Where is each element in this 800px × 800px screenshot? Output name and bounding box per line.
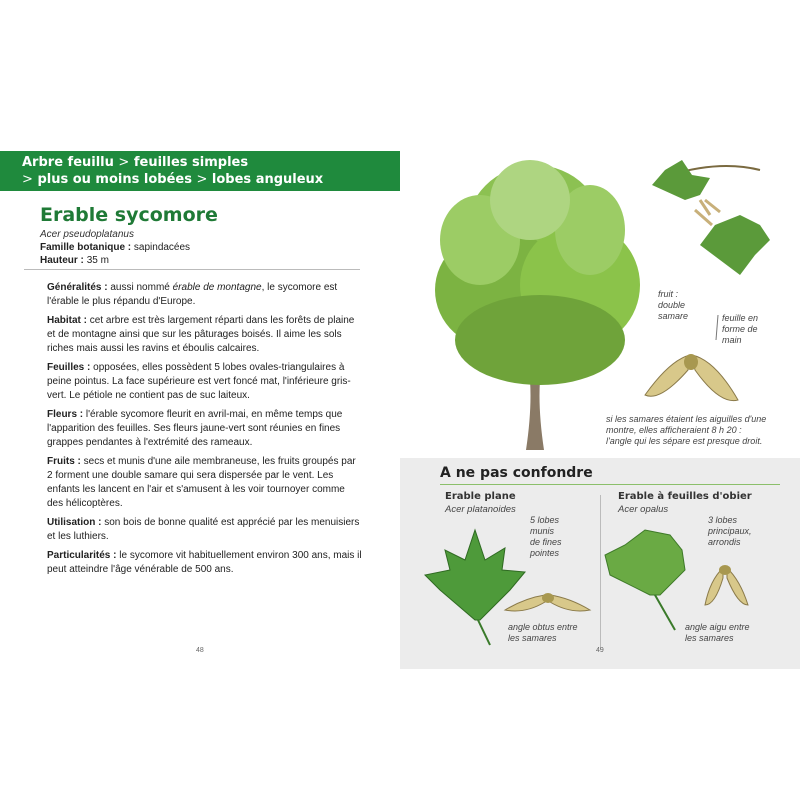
section-label: Particularités : [47,550,117,561]
note-line: les samares [508,633,557,643]
confusion-title: A ne pas confondre [440,465,593,481]
plane-samara [505,593,590,611]
note-line: arrondis [708,537,741,547]
section-label: Fruits : [47,456,81,467]
pointer-line [716,315,718,340]
crumb-separator: > [22,172,33,187]
height-line [40,255,109,266]
note-line: angle aigu entre [685,622,750,632]
comparison-illustrations [420,520,790,650]
crumb-separator: > [118,155,130,170]
tree-trunk [526,380,544,450]
height-value: 35 m [86,255,109,266]
crumb-feuilles-simples: feuilles simples [133,155,249,170]
section-fruits [47,455,362,511]
note-line: principaux, [708,526,752,536]
section-utilisation [47,516,362,544]
species1-latin: Acer platanoides [445,504,516,515]
crumb-arbre-feuillu: Arbre feuillu [22,155,114,170]
section-text: cet arbre est très largement réparti dans les forêts de plaine et de montagne ainsi que sur les pâturages boisés. Il aime les sols riches mais aussi les ravins et éboulis calcaires. [47,315,355,354]
breadcrumb-band [0,151,400,191]
crumb-separator: > [196,172,208,187]
obier-leaf [605,530,685,630]
samara-drawing [645,354,738,401]
family-line [40,242,190,253]
section-text: opposées, elles possèdent 5 lobes ovales-triangulaires à peine pointus. La face supérieure est vert foncé mat, l'inférieure gris-vert. Le pétiole ne contient pas de suc laiteux. [47,362,351,401]
section-label: Généralités : [47,282,108,293]
note-line: de fines [530,537,562,547]
label-line: samare [658,311,689,321]
section-text: secs et munis d'une aile membraneuse, les fruits groupés par 2 forment une double samare qui sera dispersée par le vent. Les enfants les lancent en l'air et s'amusent à les voir tournoyer comme des hélicoptères. [47,456,356,509]
label-line: feuille en [722,313,759,323]
label-fruit [658,289,688,322]
caption-line: l'angle qui les sépare est presque droit. [606,436,763,446]
plane-leaf [425,530,525,645]
note-line: pointes [530,548,560,558]
section-habitat [47,314,362,356]
section-text: le sycomore vit habituellement environ 300 ans, mais il peut atteindre l'âge vénérable de 500 ans. [47,550,362,575]
section-text: , le sycomore est l'érable le plus répandu d'Europe. [47,282,338,307]
section-text-em: érable de montagne [172,282,262,293]
crumb-lobes-anguleux: lobes anguleux [211,172,324,187]
family-label: Famille botanique : [40,242,132,253]
label-feuille [722,313,758,346]
section-feuilles [47,361,362,403]
section-particularites [47,549,362,577]
section-text: l'érable sycomore fleurit en avril-mai, en même temps que l'apparition des feuilles. Ses fleurs jaune-vert sont réunies en fines grappes pendantes à l'extrémité des rameaux. [47,409,343,448]
caption-line: montre, elles afficheraient 8 h 20 : [606,425,742,435]
label-line: main [722,335,742,345]
divider [24,269,360,270]
family-value: sapindacées [133,242,191,253]
page-title: Erable sycomore [40,204,218,226]
section-text: aussi nommé [110,282,170,293]
height-label: Hauteur : [40,255,84,266]
obier-samara [705,565,748,605]
page-number-right: 49 [596,647,604,654]
label-line: double [658,300,686,310]
crumb-lobees: plus ou moins lobées [37,172,192,187]
note-line: munis [530,526,555,536]
note-line: 5 lobes [530,515,560,525]
leaf-branch [652,160,770,275]
description-body [47,281,362,582]
page-number-left: 48 [196,647,204,654]
latin-name: Acer pseudoplatanus [40,229,134,240]
tree-crown [435,160,640,385]
species2-name: Erable à feuilles d'obier [618,491,752,502]
section-label: Utilisation : [47,517,102,528]
confusion-divider [440,484,780,485]
note-line: les samares [685,633,734,643]
section-text: son bois de bonne qualité est apprécié par les menuisiers et les luthiers. [47,517,360,542]
label-line: forme de [722,324,758,334]
section-generalites [47,281,362,309]
species2-latin: Acer opalus [618,504,669,515]
note-line: angle obtus entre [508,622,578,632]
tree-and-samara-illustration [420,140,800,458]
breadcrumb-line-2 [22,171,400,188]
label-line: fruit : [658,289,679,299]
section-fleurs [47,408,362,450]
section-label: Feuilles : [47,362,91,373]
breadcrumb-line-1 [22,154,400,171]
note-line: 3 lobes [708,515,738,525]
section-label: Habitat : [47,315,87,326]
section-label: Fleurs : [47,409,84,420]
samara-caption [606,414,766,447]
species1-name: Erable plane [445,491,516,502]
caption-line: si les samares étaient les aiguilles d'une [606,414,767,424]
